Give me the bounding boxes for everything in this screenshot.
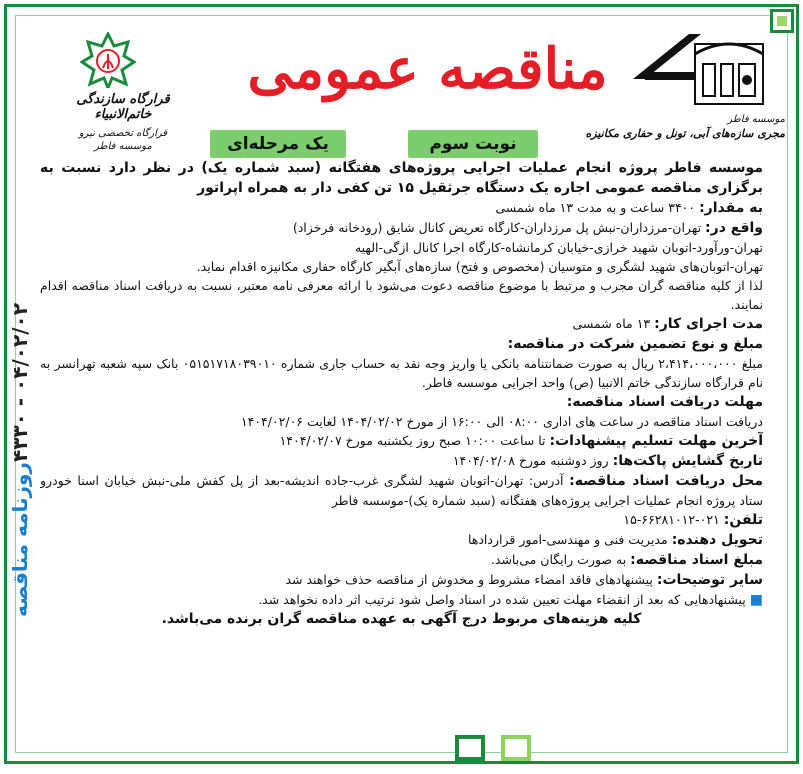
- other-label: سایر توضیحات:: [656, 572, 763, 588]
- price-label: مبلغ اسناد مناقصه:: [630, 552, 763, 568]
- newspaper-name: روزنامه مناقصه: [8, 461, 32, 617]
- round-badge: نوبت سوم: [408, 130, 538, 158]
- receipt-label: مهلت دریافت اسناد مناقصه:: [566, 394, 763, 410]
- org-left-signature: [48, 92, 198, 152]
- intro-text: موسسه فاطر پروژه انجام عملیات اجرایی پروژه‌های هفتگانه (سبد شماره یک) در نظر دارد نسبت به برگزاری مناقصه عمومی اجاره یک دستگاه جرثقیل ۱۵ تن کفی دار به همراه اپراتور: [40, 160, 763, 196]
- square-ornament-icon-light: [501, 735, 531, 761]
- page-title: مناقصه عمومی: [247, 36, 608, 102]
- receipt-heading: [40, 392, 763, 412]
- amount-value: ۳۴۰۰ ساعت و به مدت ۱۳ ماه شمسی: [495, 200, 696, 215]
- invitation-paragraph: لذا از کلیه مناقصه گران مجرب و مرتبط با موضوع مناقصه دعوت می‌شود با ارائه معرفی نامه معتبر، نسبت به دریافت اسناد مناقصه اقدام نمایند.: [40, 278, 763, 312]
- emblem-icon: [80, 32, 136, 88]
- org-left-line1: قرارگاه سازندگی خاتم‌الانبیاء: [76, 92, 170, 122]
- location-row: [40, 218, 763, 238]
- square-ornament-icon: [455, 735, 485, 761]
- address-row: [40, 471, 763, 510]
- phone-row: [40, 510, 763, 530]
- guarantee-heading: [40, 334, 763, 354]
- stage-badge: یک مرحله‌ای: [210, 130, 346, 158]
- deadline-row: [40, 431, 763, 451]
- org-left-line3: موسسه فاطر: [94, 141, 152, 152]
- tender-body: [40, 158, 763, 724]
- fater-logo-icon: [631, 24, 771, 114]
- org-left-line2: قرارگاه تخصصی نیرو: [78, 128, 168, 139]
- amount-label: به مقدار:: [699, 200, 763, 216]
- recipient-row: [40, 530, 763, 550]
- org-right-line1: موسسه فاطر: [727, 114, 785, 125]
- phone-label: تلفن:: [723, 512, 763, 528]
- phone-value: ۰۲۱-۶۶۲۸۱۰۱۲-۱۵: [623, 512, 720, 527]
- deadline-label: آخرین مهلت تسلیم پیشنهادات:: [549, 433, 763, 449]
- address-label: محل دریافت اسناد مناقصه:: [569, 473, 763, 489]
- deadline-value: تا ساعت ۱۰:۰۰ صبح روز یکشنبه مورخ ۱۴۰۴/۰۲/۰۷: [279, 433, 546, 448]
- location-row-3: تهران-اتوبان‌های شهید لشگری و متوسیان (مخصوص و فتح) سازه‌های آبگیر کارگاه حفاری مکانیزه اقدام نماید.: [196, 259, 763, 274]
- recipient-value: مدیریت فنی و مهندسی-امور قراردادها: [467, 532, 668, 547]
- recipient-label: تحویل دهنده:: [671, 532, 763, 548]
- intro-paragraph: [40, 158, 763, 198]
- other-row: [40, 570, 763, 590]
- price-row: [40, 550, 763, 570]
- opening-label: تاریخ گشایش پاکت‌ها:: [612, 453, 763, 469]
- duration-value: ۱۳ ماه شمسی: [572, 316, 651, 331]
- location-row-2: تهران-ورآورد-اتوبان شهید خرازی-خیابان کرمانشاه-کارگاه اجرا کانال ازگی-الهیه: [354, 240, 763, 255]
- final-note: کلیه هزینه‌های مربوط درج آگهی به عهده مناقصه گران برنده می‌باشد.: [161, 611, 642, 627]
- location-label: واقع در:: [705, 220, 763, 236]
- issue-date: ۰۴/۰۲/۰۲ - ۴۳۳۰: [8, 303, 32, 462]
- org-right-caption: [585, 114, 785, 140]
- duration-row: [40, 314, 763, 334]
- newspaper-side-label: [2, 300, 38, 630]
- address-value: آدرس: تهران-اتوبان شهید لشگری غرب-جاده اندیشه-بعد از پل کفش ملی-نبش خیابان اسنا خودرو ستاد پروژه انجام عملیات اجرایی پروژه‌های هفتگانه (سبد شماره یک)-موسسه فاطر: [40, 473, 763, 508]
- opening-value: روز دوشنبه مورخ ۱۴۰۴/۰۲/۰۸: [452, 453, 609, 468]
- price-value: به صورت رایگان می‌باشد.: [490, 552, 627, 567]
- receipt-value: دریافت اسناد مناقصه در ساعت های اداری ۰۸:۰۰ الی ۱۶:۰۰ از مورخ ۱۴۰۴/۰۲/۰۲ لغایت ۱۴۰۴/۰۲/۰۶: [240, 414, 763, 429]
- other-value: پیشنهادهای فاقد امضاء مشروط و مخدوش از مناقصه حذف خواهند شد: [285, 572, 653, 587]
- opening-row: [40, 451, 763, 471]
- guarantee-value: مبلغ ۲،۴۱۴،۰۰۰،۰۰۰ ریال به صورت ضمانتنامه بانکی یا واریز وجه نقد به حساب جاری شماره ۰۵۱۵۱۷۱۸۰۳۹۰۱۰ بانک سپه شعبه تهرانسر به نام قرارگاه سازندگی خاتم الانبیا (ص) واحد اجرایی موسسه فاطر.: [40, 356, 763, 390]
- late-note-row: [40, 590, 763, 610]
- late-note: پیشنهادهایی که بعد از انقضاء مهلت تعیین شده در اسناد واصل شود ترتیب اثر داده نخواهد شد.: [258, 592, 746, 607]
- bullet-square-icon: ■: [749, 592, 763, 608]
- duration-label: مدت اجرای کار:: [654, 316, 763, 332]
- guarantee-label: مبلغ و نوع تضمین شرکت در مناقصه:: [507, 336, 763, 352]
- location-value: تهران-مرزداران-نبش پل مرزداران-کارگاه تعریض کانال شایق (رودخانه فرخزاد): [292, 220, 702, 235]
- amount-row: [40, 198, 763, 218]
- ad-header: [40, 14, 791, 154]
- org-right-line2: مجری سازه‌های آبی، تونل و حفاری مکانیزه: [585, 127, 785, 140]
